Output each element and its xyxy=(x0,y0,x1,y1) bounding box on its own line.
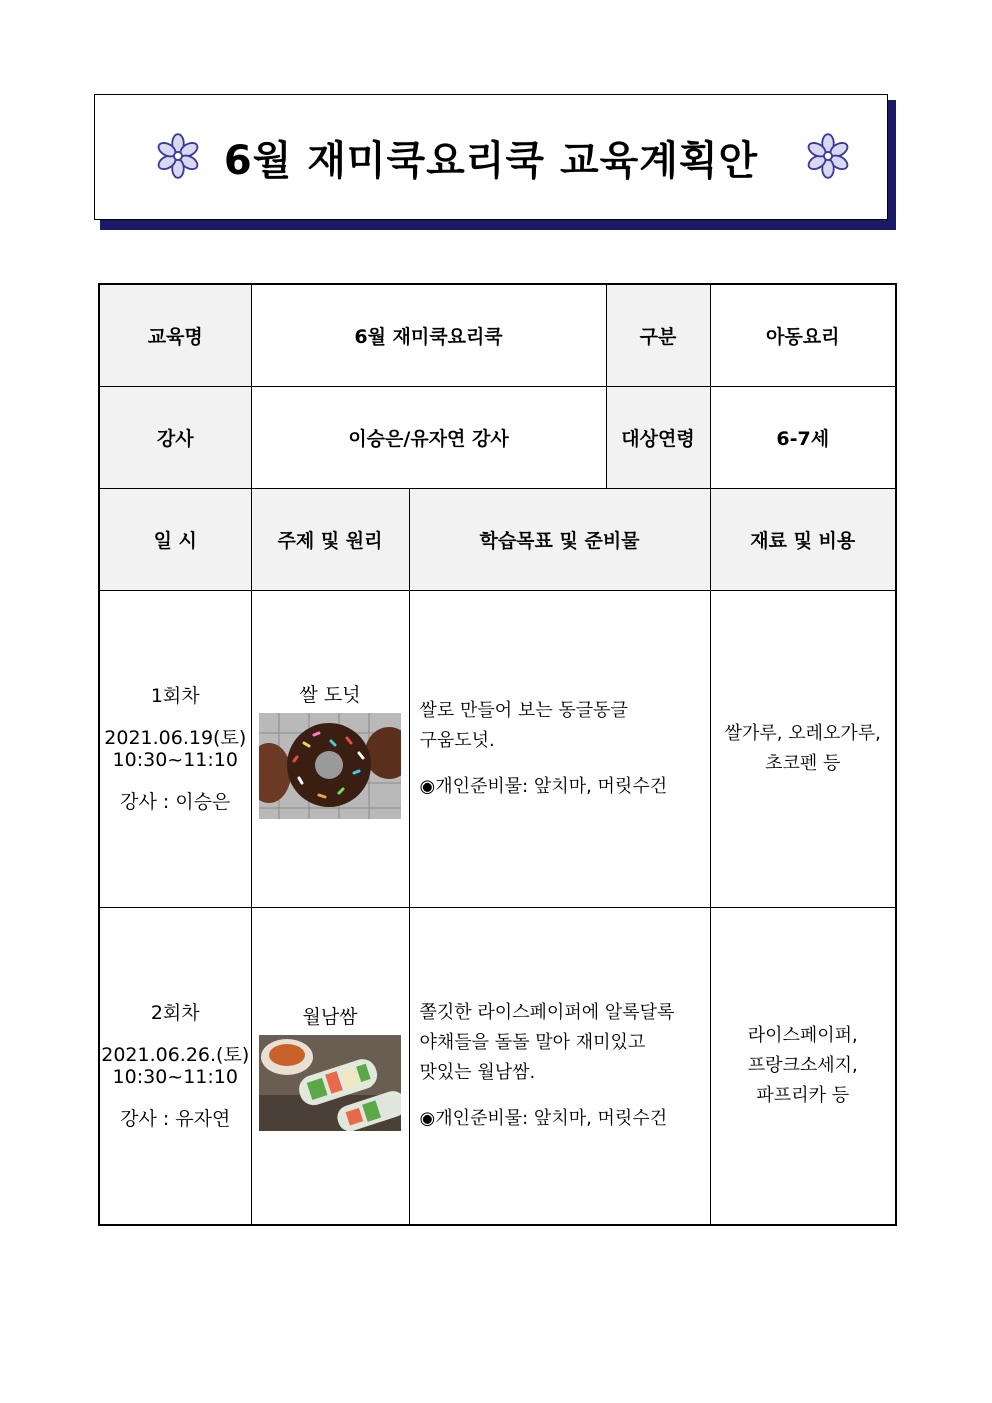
age-value: 6-7세 xyxy=(710,387,896,489)
session-prep: ◉개인준비물: 앞치마, 머릿수건 xyxy=(419,1108,668,1129)
session-topic: 쌀 도넛 xyxy=(299,683,361,706)
plan-table xyxy=(98,283,897,1226)
table-header-row xyxy=(99,489,896,591)
session-goal-line: 맛있는 월남쌈. xyxy=(419,1062,536,1083)
table-row xyxy=(99,387,896,489)
session-date: 2021.06.26.(토) xyxy=(101,1044,250,1066)
category-label: 구분 xyxy=(606,284,710,387)
session-materials-cell xyxy=(710,908,896,1226)
title-box xyxy=(94,94,888,220)
session-time: 10:30~11:10 xyxy=(112,749,238,771)
session-material-line: 초코펜 등 xyxy=(765,753,841,774)
edu-name-value: 6월 재미쿡요리쿡 xyxy=(251,284,606,387)
category-value: 아동요리 xyxy=(710,284,896,387)
flower-icon xyxy=(805,133,851,179)
session-date-cell xyxy=(99,908,251,1226)
session-topic-cell xyxy=(251,591,409,908)
header-topic: 주제 및 원리 xyxy=(251,489,409,591)
instructor-label: 강사 xyxy=(99,387,251,489)
page-title: 6월 재미쿡요리쿡 교육계획안 xyxy=(223,138,759,184)
edu-name-label: 교육명 xyxy=(99,284,251,387)
session-topic: 월남쌈 xyxy=(302,1005,358,1028)
session-round: 1회차 xyxy=(150,685,200,707)
session-date-cell xyxy=(99,591,251,908)
table-row xyxy=(99,591,896,908)
header-date: 일 시 xyxy=(99,489,251,591)
session-material-line: 쌀가루, 오레오가루, xyxy=(724,723,881,744)
session-material-line: 라이스페이퍼, xyxy=(747,1025,858,1046)
session-goal-cell xyxy=(409,591,710,908)
session-prep: ◉개인준비물: 앞치마, 머릿수건 xyxy=(419,776,668,797)
session-topic-cell xyxy=(251,908,409,1226)
session-goal-line: 야채들을 돌돌 말아 재미있고 xyxy=(419,1032,646,1053)
session-materials-cell xyxy=(710,591,896,908)
session-round: 2회차 xyxy=(150,1002,200,1024)
session-material-line: 파프리카 등 xyxy=(756,1085,850,1106)
table-row xyxy=(99,284,896,387)
header-goal: 학습목표 및 준비물 xyxy=(409,489,710,591)
session-goal-line: 쫄깃한 라이스페이퍼에 알록달록 xyxy=(419,1002,675,1023)
donut-image xyxy=(259,713,401,819)
session-goal-line: 구움도넛. xyxy=(419,730,495,751)
session-instructor: 강사 : 유자연 xyxy=(120,1108,231,1130)
header-materials: 재료 및 비용 xyxy=(710,489,896,591)
age-label: 대상연령 xyxy=(606,387,710,489)
session-goal-line: 쌀로 만들어 보는 동글동글 xyxy=(419,700,628,721)
spring-roll-image xyxy=(259,1035,401,1131)
session-material-line: 프랑크소세지, xyxy=(747,1055,858,1076)
instructor-value: 이승은/유자연 강사 xyxy=(251,387,606,489)
session-date: 2021.06.19(토) xyxy=(104,727,247,749)
table-row xyxy=(99,908,896,1226)
session-instructor: 강사 : 이승은 xyxy=(120,791,231,813)
session-goal-cell xyxy=(409,908,710,1226)
session-time: 10:30~11:10 xyxy=(112,1066,238,1088)
